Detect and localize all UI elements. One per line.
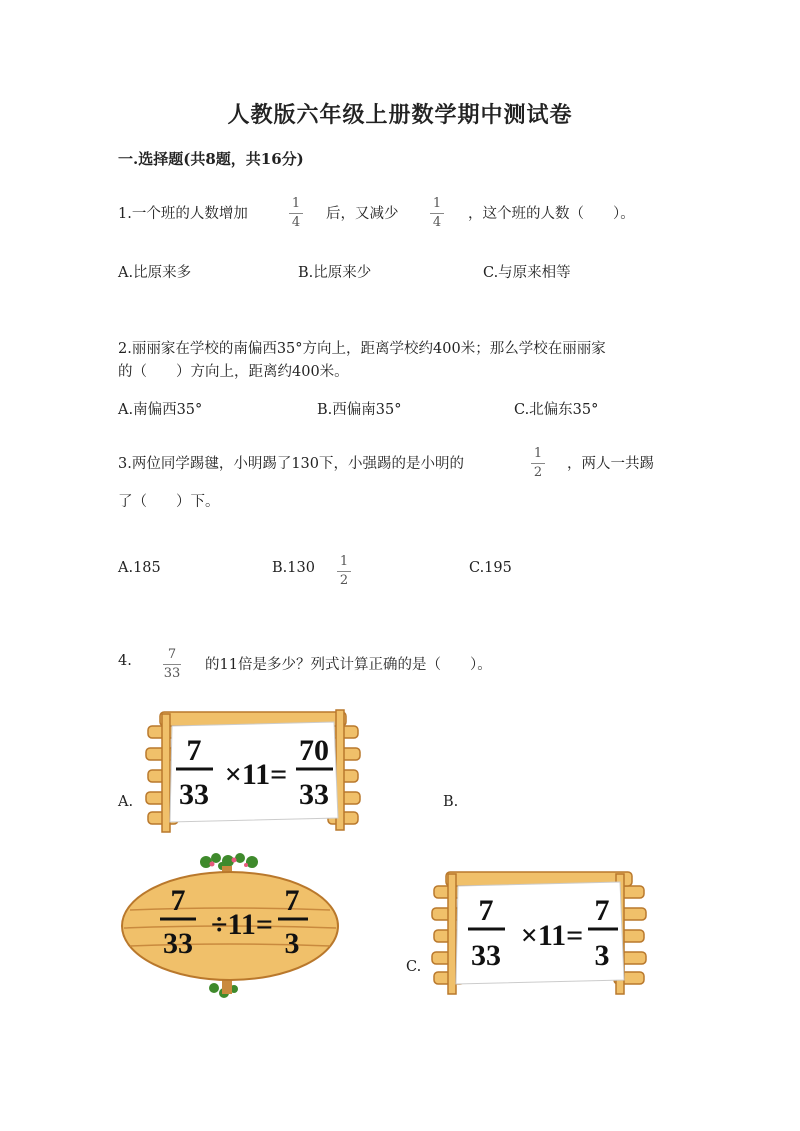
sign-b-denominator-1: 33 — [163, 927, 193, 960]
q1-text-a: 1.一个班的人数增加 — [118, 206, 248, 222]
q1-fraction-2: 1 4 — [425, 196, 449, 231]
q3-fraction: 1 2 — [526, 446, 550, 481]
sign-a-denominator-2: 33 — [299, 778, 329, 811]
q2-option-b[interactable]: B.西偏南35° — [317, 402, 402, 418]
option-c-sign-image[interactable] — [428, 868, 648, 996]
sign-c-operator: ×11= — [520, 919, 584, 952]
q1-option-b[interactable]: B.比原来少 — [298, 265, 372, 281]
sign-c-numerator-2: 7 — [594, 894, 610, 927]
sign-a-numerator-1: 7 — [186, 734, 202, 767]
wooden-sign-icon — [428, 868, 648, 996]
q3-option-a[interactable]: A.185 — [118, 560, 161, 576]
q4-option-b[interactable]: B. — [443, 794, 459, 810]
q1-text-b: 后，又减少 — [326, 206, 399, 222]
q3-text-a: 3.两位同学踢毽，小明踢了130下，小强踢的是小明的 — [118, 456, 465, 472]
q3-option-b[interactable]: B.130 — [272, 560, 315, 576]
q4-option-c[interactable]: C. — [406, 959, 422, 975]
sign-a-operator: ×11= — [224, 758, 288, 791]
page-title: 人教版六年级上册数学期中测试卷 — [227, 102, 573, 128]
q4-fraction: 7 33 — [163, 647, 181, 681]
q4-number: 4. — [118, 653, 132, 669]
wooden-sign-icon — [142, 708, 362, 833]
q1-option-a[interactable]: A.比原来多 — [118, 265, 192, 281]
sign-b-numerator-1: 7 — [170, 884, 186, 917]
q2-option-c[interactable]: C.北偏东35° — [514, 402, 599, 418]
sign-c-denominator-1: 33 — [471, 939, 501, 972]
q4-text: 的11倍是多少？列式计算正确的是（ ）。 — [205, 657, 492, 673]
sign-c-denominator-2: 3 — [594, 939, 610, 972]
option-a-sign-image[interactable] — [142, 708, 362, 833]
q3-option-c[interactable]: C.195 — [469, 560, 512, 576]
sign-a-denominator-1: 33 — [179, 778, 209, 811]
q4-option-a[interactable]: A. — [118, 794, 134, 810]
q3-text-b: ，两人一共踢 — [567, 456, 654, 472]
section-heading: 一.选择题(共8题，共16分) — [118, 150, 304, 168]
sign-b-denominator-2: 3 — [284, 927, 300, 960]
oval-wooden-sign-icon — [118, 852, 348, 1000]
sign-a-numerator-2: 70 — [299, 734, 329, 767]
sign-c-numerator-1: 7 — [478, 894, 494, 927]
q1-option-c[interactable]: C.与原来相等 — [483, 265, 571, 281]
sign-b-operator: ÷11= — [211, 908, 273, 941]
q2-text-line2: 的（ ）方向上，距离约400米。 — [118, 364, 349, 380]
q1-fraction-1: 1 4 — [284, 196, 308, 231]
q3-option-b-fraction: 1 2 — [332, 554, 356, 589]
q1-text-c: ，这个班的人数（ ）。 — [468, 206, 635, 222]
q2-option-a[interactable]: A.南偏西35° — [118, 402, 203, 418]
sign-b-numerator-2: 7 — [284, 884, 300, 917]
option-b-sign-image[interactable] — [118, 852, 348, 1000]
q2-text-line1: 2.丽丽家在学校的南偏西35°方向上，距离学校约400米；那么学校在丽丽家 — [118, 341, 606, 357]
q3-text-line2: 了（ ）下。 — [118, 494, 220, 510]
